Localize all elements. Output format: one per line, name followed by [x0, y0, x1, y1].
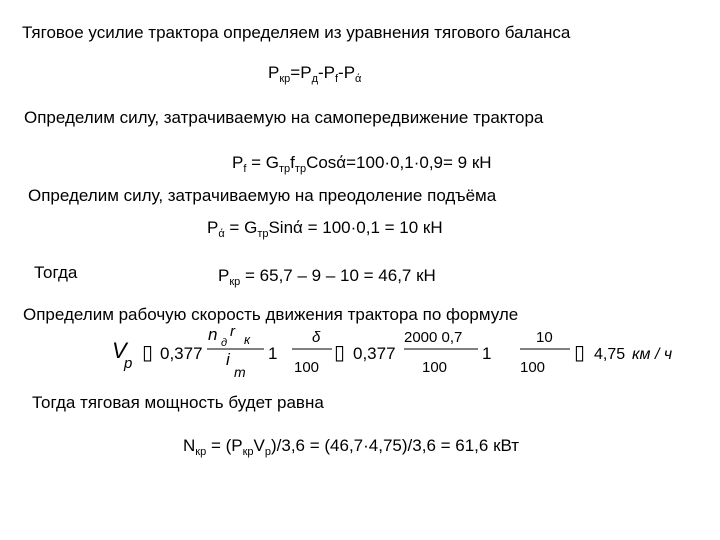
power-text: Тогда тяговая мощность будет равна — [32, 393, 324, 412]
frac4-den: 100 — [520, 359, 546, 376]
mid-one-2: 1 — [482, 344, 492, 363]
frac4-num: 10 — [536, 329, 553, 346]
frac1-num-k: к — [244, 332, 251, 347]
frac3-den: 100 — [422, 359, 448, 376]
frac1-num-r: r — [230, 323, 235, 340]
frac1-den-t: т — [234, 364, 246, 380]
bracket-box-1: ▯ — [142, 342, 154, 364]
traction-balance-equation: $P_{кр}=P_д-P_f-P_ά$ — [268, 63, 362, 85]
result-unit: км / ч — [632, 346, 673, 363]
coef-1: 0,377 — [160, 344, 203, 363]
bracket-box-3: ▯ — [574, 342, 586, 364]
speed-formula-text: Определим рабочую скорость движения трактора по формуле — [23, 305, 519, 324]
coef-2: 0,377 — [353, 344, 396, 363]
slope-text: Определим силу, затрачиваемую на преодоление подъёма — [28, 186, 497, 205]
frac2-num: δ — [312, 329, 321, 346]
intro-text: Тяговое усилие трактора определяем из уравнения тягового баланса — [22, 23, 571, 42]
frac1-num-n: n — [208, 325, 218, 344]
self-movement-text: Определим силу, затрачиваемую на самопередвижение трактора — [24, 108, 544, 127]
frac3-num: 2000 0,7 — [404, 329, 463, 346]
mid-one: 1 — [268, 344, 278, 363]
frac2-den: 100 — [294, 359, 320, 376]
frac1-den-i: i — [226, 350, 230, 369]
speed-formula — [108, 322, 708, 382]
slope-force-equation: $P_ά = G_{тр}Sinά = 100\cdot 0,1 = 10$ кН — [207, 218, 443, 240]
then-label: Тогда — [34, 263, 78, 282]
bracket-box-2: ▯ — [334, 342, 346, 364]
v-subscript: р — [124, 355, 133, 372]
result-value: 4,75 — [594, 346, 626, 363]
v-symbol: V — [112, 338, 127, 363]
rolling-resistance-equation: $P_f = G_{тр}f_{тр}Cosά=100\cdot 0,1\cdot 0,9= 9$ кН — [232, 153, 492, 175]
drawbar-pull-equation: $P_{кр} = 65,7 - 9 - 10 = 46,7$ кН — [218, 266, 436, 288]
frac1-num-d: д — [221, 337, 228, 349]
power-equation: $N_{кр} = (P_{кр}V_р)/3,6 = (46,7\cdot 4,75)/3,6 = 61,6$ кВт — [183, 436, 520, 458]
